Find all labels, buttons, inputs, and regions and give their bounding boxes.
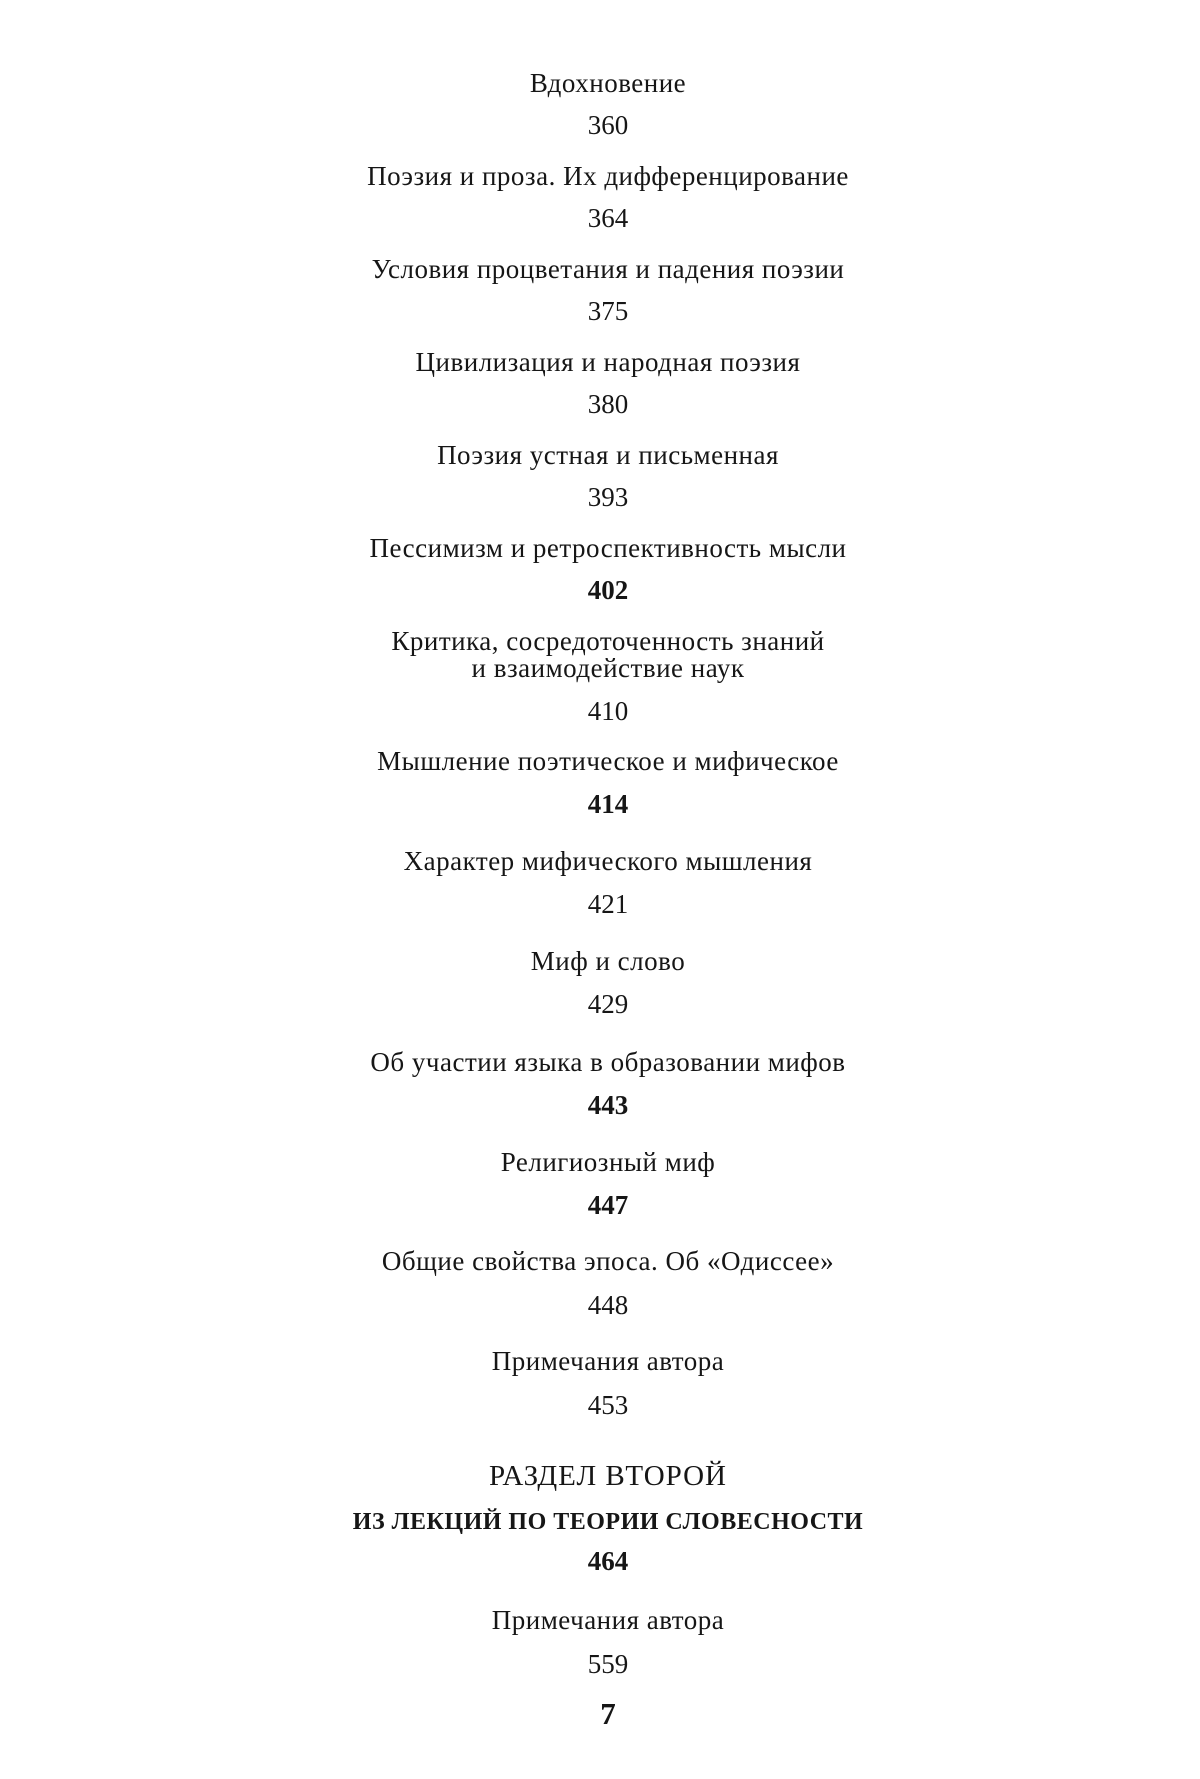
toc-entry-page: 380 [587,389,629,419]
toc-entry-title: Цивилизация и народная поэзия [415,347,801,377]
section-page: 464 [587,1546,629,1576]
toc-entry-page: 429 [587,989,629,1019]
toc-entry-title: Мышление поэтическое и мифическое [377,746,839,776]
toc-entry-title-line1: Критика, сосредоточенность знаний [391,626,825,656]
toc-entry-title: Об участии языка в образовании мифов [370,1047,846,1077]
toc-entry-page: 360 [587,110,629,140]
toc-entry-title: Поэзия и проза. Их дифференцирование [367,161,849,191]
toc-entry-title: Условия процветания и падения поэзии [371,254,845,284]
toc-entry-page: 364 [587,203,629,233]
toc-entry-page: 402 [587,575,629,605]
toc-entry-page: 447 [587,1190,629,1220]
toc-entry-title-line2: и взаимодействие наук [471,653,745,683]
toc-entry-title: Поэзия устная и письменная [437,440,779,470]
toc-entry-title: Религиозный миф [500,1147,716,1177]
section-heading: РАЗДЕЛ ВТОРОЙ [488,1460,728,1492]
toc-entry-title: Вдохновение [529,68,687,98]
toc-entry-page: 421 [587,889,629,919]
toc-entry-page: 559 [587,1649,629,1679]
toc-entry-page: 393 [587,482,629,512]
toc-entry-title: Общие свойства эпоса. Об «Одиссее» [381,1246,835,1276]
toc-entry-title: Примечания автора [491,1605,725,1635]
section-subheading: ИЗ ЛЕКЦИЙ ПО ТЕОРИИ СЛОВЕСНОСТИ [352,1509,864,1535]
toc-entry-title: Пессимизм и ретроспективность мысли [369,533,847,563]
toc-entry-page: 414 [587,789,629,819]
toc-entry-page: 410 [587,696,629,726]
toc-entry-title: Характер мифического мышления [403,846,813,876]
toc-entry-page: 375 [587,296,629,326]
toc-entry-title: Примечания автора [491,1346,725,1376]
toc-entry-page: 453 [587,1390,629,1420]
toc-entry-page: 448 [587,1290,629,1320]
page-number: 7 [600,1696,616,1731]
toc-entry-page: 443 [587,1090,629,1120]
toc-entry-title: Миф и слово [530,946,686,976]
